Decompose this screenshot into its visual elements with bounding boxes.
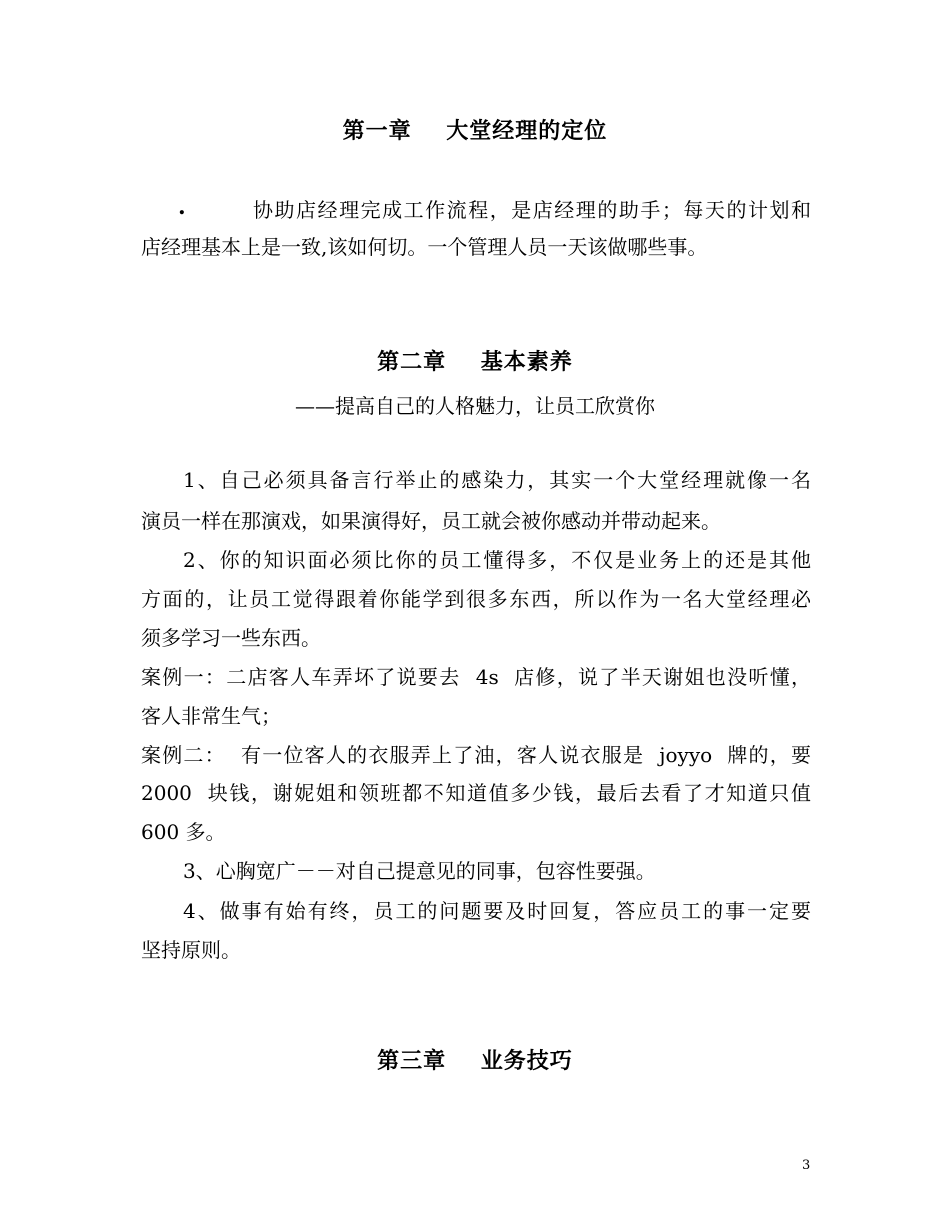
chapter2-subtitle: ——提高自己的人格魅力，让员工欣赏你 xyxy=(295,394,655,418)
item4-line2: 坚持原则。 xyxy=(141,938,241,962)
case1-line1: 案例一：二店客人车弄坏了说要去 4s 店修，说了半天谢姐也没听懂， xyxy=(141,665,811,689)
chapter1-paragraph-line1: 协助店经理完成工作流程，是店经理的助手；每天的计划和 xyxy=(253,198,811,222)
item3-line: 3、心胸宽广－－对自己提意见的同事，包容性要强。 xyxy=(183,859,656,883)
case2-line3: 600 多。 xyxy=(141,820,226,844)
item2-line3: 须多学习一些东西。 xyxy=(141,626,321,650)
chapter2-title: 第二章 基本素养 xyxy=(377,350,573,375)
bullet-dot: . xyxy=(178,194,186,220)
chapter3-title: 第三章 业务技巧 xyxy=(377,1049,573,1074)
item4-line1: 4、做事有始有终，员工的问题要及时回复，答应员工的事一定要 xyxy=(183,899,811,923)
case2-line2: 2000 块钱，谢妮姐和领班都不知道值多少钱，最后去看了才知道只值 xyxy=(141,781,811,805)
item2-line1: 2、你的知识面必须比你的员工懂得多，不仅是业务上的还是其他 xyxy=(183,548,811,572)
item1-line2: 演员一样在那演戏，如果演得好，员工就会被你感动并带动起来。 xyxy=(141,509,721,533)
item2-line2: 方面的，让员工觉得跟着你能学到很多东西，所以作为一名大堂经理必 xyxy=(141,587,811,611)
case1-line2: 客人非常生气； xyxy=(141,704,281,728)
chapter1-title: 第一章 大堂经理的定位 xyxy=(342,119,608,144)
page-number: 3 xyxy=(802,1158,811,1173)
chapter1-paragraph-line2: 店经理基本上是一致,该如何切。一个管理人员一天该做哪些事。 xyxy=(141,235,708,259)
item1-line1: 1、自己必须具备言行举止的感染力，其实一个大堂经理就像一名 xyxy=(183,468,811,492)
case2-line1: 案例二： 有一位客人的衣服弄上了油，客人说衣服是 joyyo 牌的，要 xyxy=(141,743,811,767)
